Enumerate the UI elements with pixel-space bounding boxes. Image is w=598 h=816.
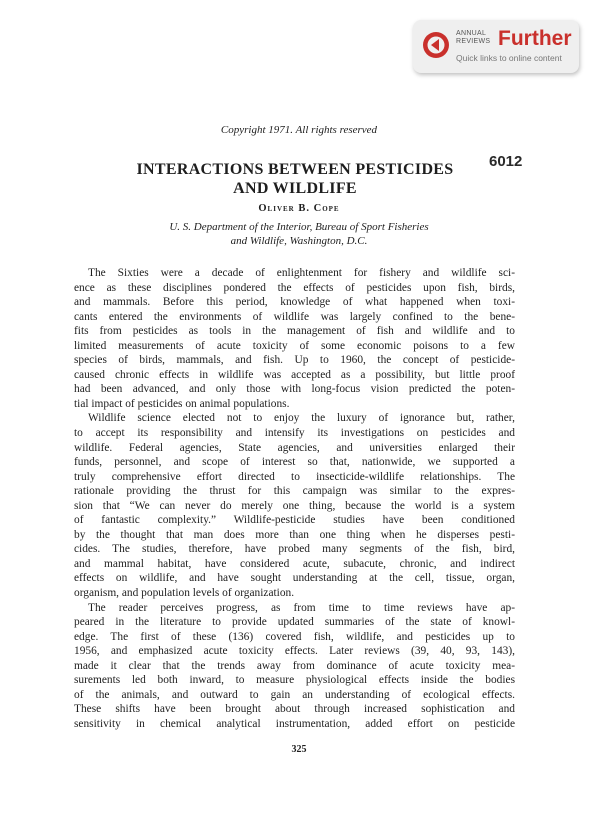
body-line: organism, and population levels of organization.	[74, 587, 295, 600]
body-line: funds, personnel, and scope of interest so that, nationwide, we supported a	[74, 456, 515, 469]
author-name: Oliver B. Cope	[258, 203, 340, 214]
article-title	[75, 160, 515, 198]
body-line: fits from pesticides as tools in the management of fish and wildlife and to	[74, 325, 515, 338]
body-line: truly comprehensive effort directed to insecticide-wildlife relationships. The	[74, 470, 515, 483]
body-line: effects on wildlife, and have sought understanding at the cell, tissue, organ,	[74, 572, 515, 585]
body-line: had been advanced, and only those with long-focus vision predicted the poten-	[74, 383, 515, 396]
further-label: Further	[498, 27, 572, 50]
body-line: wildlife. Federal agencies, State agencies, and universities enlarged their	[74, 441, 515, 454]
body-line: cants entered the environments of wildlife was largely confined to the bene-	[74, 310, 515, 323]
body-line: These shifts have been brought about through increased sophistication and	[74, 703, 515, 716]
body-line: caused chronic effects in wildlife was accepted as a possibility, but little proof	[74, 368, 515, 381]
publisher-name: ANNUAL REVIEWS	[456, 30, 491, 45]
body-line: tial impact of pesticides on animal populations.	[74, 397, 290, 410]
body-line: ence as these disciplines pondered the effects of pesticides upon fish, birds,	[74, 281, 515, 294]
author-affiliation	[0, 220, 598, 248]
body-line: species of birds, mammals, and fish. Up to 1960, the concept of pesticide-	[74, 354, 515, 367]
body-line: to accept its responsibility and intensify its investigations on pesticides and	[74, 427, 515, 440]
page-number: 325	[291, 744, 307, 755]
title-line-1: INTERACTIONS BETWEEN PESTICIDES	[136, 161, 454, 178]
affiliation-line-1: U. S. Department of the Interior, Bureau of Sport Fisheries	[169, 221, 429, 233]
body-line: The reader perceives progress, as from time to time reviews have ap-	[88, 601, 515, 614]
body-line: The Sixties were a decade of enlightenment for fishery and wildlife sci-	[88, 267, 515, 279]
body-line: limited measurements of acute toxicity of some economic poisons to a few	[74, 339, 515, 352]
body-line: rationale providing the thrust for this campaign was similar to the expres-	[74, 485, 515, 498]
article-body	[74, 266, 515, 732]
body-line: sion that “We can never do merely one thing, because the world is a system	[74, 499, 515, 512]
body-line: of the animals, and outward to gain an understanding of ecological effects.	[74, 688, 515, 701]
body-line: and mammal habitat, have considered acute, subacute, chronic, and indirect	[74, 557, 515, 570]
body-line: made it clear that the trends away from dominance of acute toxicity mea-	[74, 659, 515, 672]
title-line-2: AND WILDLIFE	[233, 180, 357, 197]
copyright-notice: Copyright 1971. All rights reserved	[220, 124, 378, 136]
body-line: cides. The studies, therefore, have probed many segments of the fish, bird,	[74, 543, 515, 556]
body-line: by the thought that man does more than one thing when he disperses pesti-	[74, 528, 515, 541]
body-line: and mammals. Before this period, knowledge of what happened when toxi-	[74, 296, 515, 309]
body-line: edge. The first of these (136) covered fish, wildlife, and pesticides up to	[74, 630, 515, 643]
article-number: 6012	[489, 153, 523, 170]
body-line: sensitivity in chemical analytical instrumentation, added effort on pesticide	[74, 717, 515, 730]
body-line: peared in the literature to provide updated summaries of the state of knowl-	[74, 616, 515, 629]
further-logo-icon	[422, 31, 450, 59]
body-line: surements led both inward, to measure physiological effects inside the bodies	[74, 674, 515, 687]
annual-reviews-further-badge[interactable]	[413, 20, 579, 73]
further-tagline: Quick links to online content	[456, 53, 562, 63]
body-line: 1956, and emphasized acute toxicity effects. Later reviews (39, 40, 93, 143),	[74, 645, 515, 658]
body-line: of fantastic complexity.” Wildlife-pesticide studies have been conditioned	[74, 514, 515, 527]
body-line: Wildlife science elected not to enjoy the luxury of ignorance but, rather,	[88, 412, 515, 425]
affiliation-line-2: and Wildlife, Washington, D.C.	[230, 235, 368, 247]
